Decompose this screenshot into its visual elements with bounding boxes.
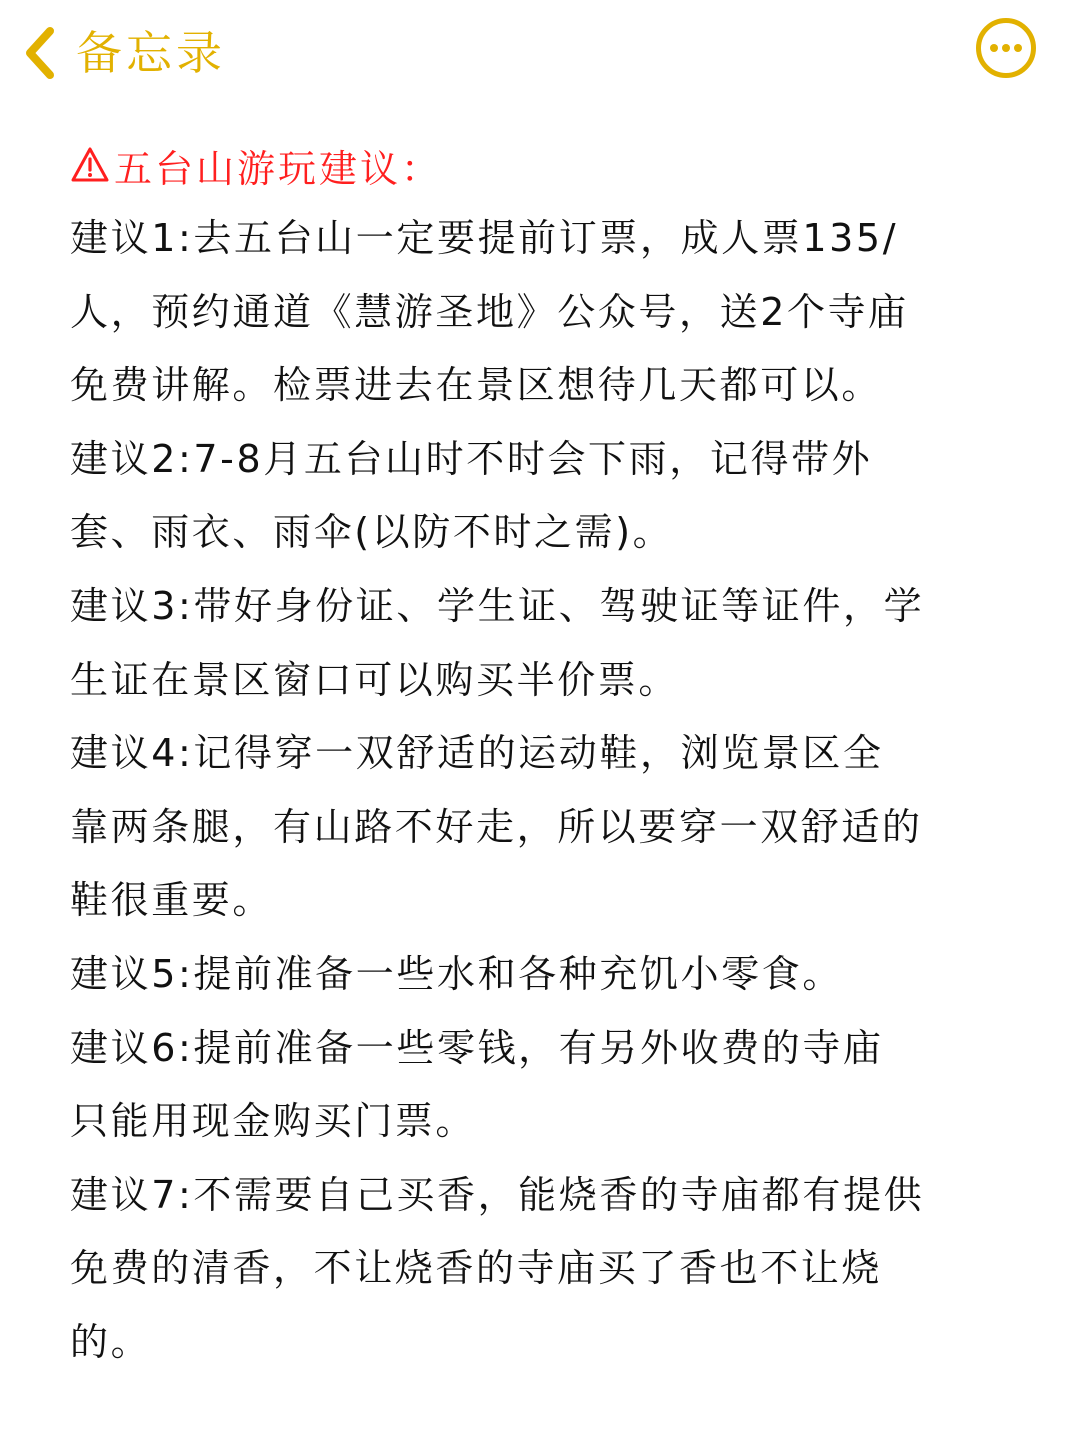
note-title (70, 128, 1030, 202)
note-line: 建议3:带好身份证、学生证、驾驶证等证件，学 (70, 583, 925, 628)
navigation-bar (0, 0, 1080, 110)
warning-icon (70, 146, 110, 184)
note-line: 人，预约通道《慧游圣地》公众号，送2个寺庙 (70, 289, 909, 334)
note-line: 生证在景区窗口可以购买半价票。 (70, 657, 680, 702)
note-line: 建议4:记得穿一双舒适的运动鞋，浏览景区全 (70, 731, 884, 776)
note-line: 鞋很重要。 (70, 878, 274, 923)
note-content[interactable] (70, 128, 1030, 1380)
note-line: 的。 (70, 1319, 152, 1364)
note-line: 建议1:去五台山一定要提前订票，成人票135/ (70, 216, 899, 260)
back-button[interactable] (18, 18, 226, 88)
note-line: 建议5:提前准备一些水和各种充饥小零食。 (70, 951, 843, 996)
note-line: 建议7:不需要自己买香，能烧香的寺庙都有提供 (70, 1172, 925, 1217)
more-dots-icon (975, 17, 1037, 79)
note-line: 只能用现金购买门票。 (70, 1099, 477, 1144)
note-line: 建议6:提前准备一些零钱，有另外收费的寺庙 (70, 1025, 884, 1070)
back-label: 备忘录 (76, 26, 226, 80)
note-line: 建议2:7-8月五台山时不时会下雨，记得带外 (70, 436, 873, 481)
note-title-text: 五台山游玩建议： (114, 146, 443, 191)
more-button[interactable] (975, 17, 1037, 79)
note-line: 套、雨衣、雨伞(以防不时之需)。 (70, 510, 674, 555)
note-line: 免费的清香，不让烧香的寺庙买了香也不让烧 (70, 1246, 883, 1291)
note-line: 靠两条腿，有山路不好走，所以要穿一双舒适的 (70, 804, 923, 849)
chevron-left-icon (18, 23, 62, 83)
note-line: 免费讲解。检票进去在景区想待几天都可以。 (70, 363, 883, 408)
